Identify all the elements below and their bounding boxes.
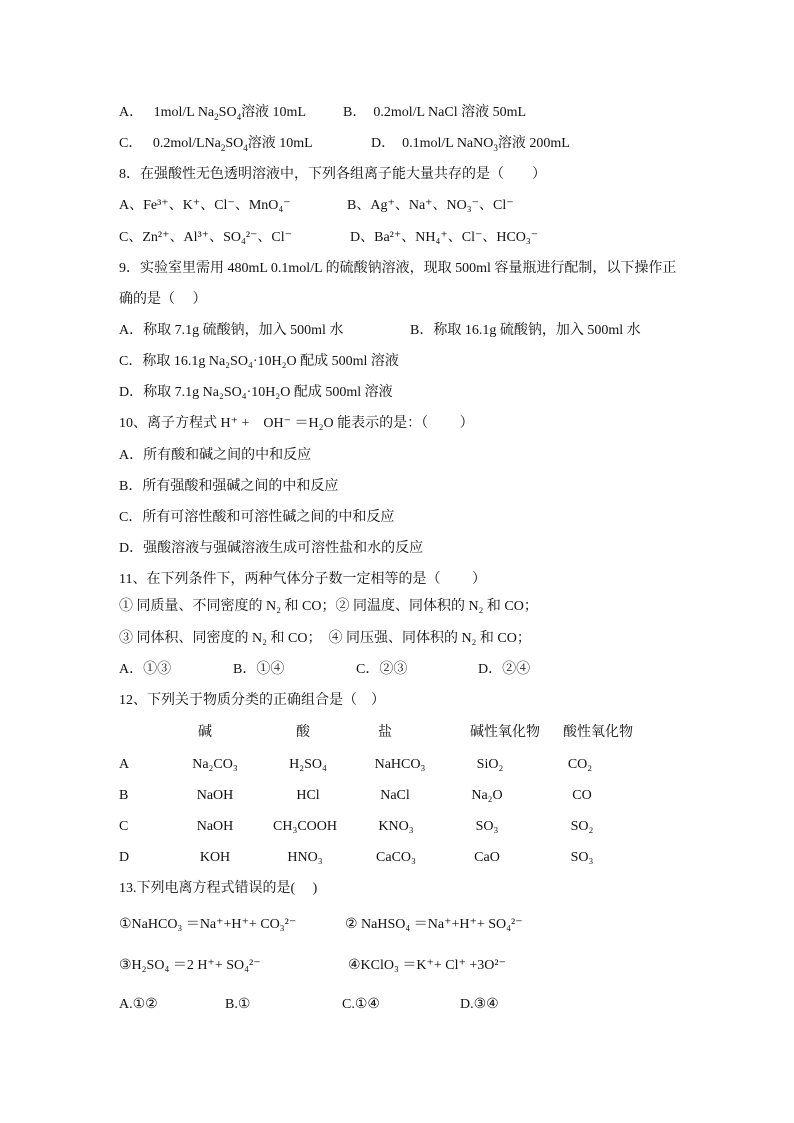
q12-cell: CaO bbox=[474, 850, 500, 865]
q7-option-b: B． 0.2mol/L NaCl 溶液 50mL bbox=[343, 105, 527, 120]
q10-option-b: B．所有强酸和强碱之间的中和反应 bbox=[119, 479, 339, 494]
q13-equation-2: ② NaHSO₄ ＝Na⁺+H⁺+ SO₄²⁻ bbox=[345, 917, 523, 932]
q13-equation-4: ④KClO₃ ＝K⁺+ Cl⁺ +3O²⁻ bbox=[348, 958, 506, 973]
q13-equation-3: ③H₂SO₄ ＝2 H⁺+ SO₄²⁻ bbox=[119, 958, 261, 973]
q12-cell: NaOH bbox=[196, 788, 234, 803]
q7-option-d: D． 0.1mol/L NaNO$_3$溶液 200mL bbox=[371, 136, 570, 153]
q12-row-label: D bbox=[119, 850, 130, 865]
q12-stem: 12、下列关于物质分类的正确组合是（ ） bbox=[119, 693, 385, 708]
q12-header-base: 碱 bbox=[198, 725, 212, 740]
q9-stem-line1: 9．实验室里需用 480mL 0.1mol/L 的硫酸钠溶液，现取 500ml 容量瓶进行配制，以下操作正 bbox=[119, 261, 677, 276]
q12-cell: NaOH bbox=[196, 819, 234, 834]
q9-option-c: C．称取 16.1g Na₂SO₄·10H₂O 配成 500ml 溶液 bbox=[119, 354, 399, 369]
q12-header-acidic-oxide: 酸性氧化物 bbox=[563, 725, 633, 740]
q12-header-basic-oxide: 碱性氧化物 bbox=[470, 725, 540, 740]
q7-option-a: A． 1mol/L $Na_2SO_4$溶液 10mL bbox=[119, 105, 307, 122]
q11-conditions-2: ③ 同体积、同密度的 N₂ 和 CO； ④ 同压强、同体积的 N₂ 和 CO； bbox=[119, 631, 531, 646]
q12-cell: Na₂CO₃ bbox=[192, 757, 238, 772]
q12-cell: CaCO₃ bbox=[376, 850, 416, 865]
q8-stem: 8．在强酸性无色透明溶液中，下列各组离子能大量共存的是（ ） bbox=[119, 167, 546, 182]
q12-cell: CH₃COOH bbox=[273, 819, 337, 834]
q12-cell: KNO₃ bbox=[378, 819, 414, 834]
q10-option-a: A．所有酸和碱之间的中和反应 bbox=[119, 448, 312, 463]
q9-option-b: B．称取 16.1g 硫酸钠，加入 500ml 水 bbox=[410, 323, 641, 338]
q12-cell: SiO₂ bbox=[476, 757, 504, 772]
q13-option-a: A.①② bbox=[119, 997, 158, 1012]
q11-option-b: B．①④ bbox=[233, 662, 285, 677]
q12-row-label: C bbox=[119, 819, 129, 834]
q12-cell: NaHCO₃ bbox=[374, 757, 426, 772]
q12-cell: CO₂ bbox=[567, 757, 593, 772]
q13-option-c: C.①④ bbox=[342, 997, 380, 1012]
q12-cell: SO₃ bbox=[475, 819, 499, 834]
q10-option-c: C．所有可溶性酸和可溶性碱之间的中和反应 bbox=[119, 510, 395, 525]
q9-option-d: D．称取 7.1g Na₂SO₄·10H₂O 配成 500ml 溶液 bbox=[119, 385, 393, 400]
q12-cell: KOH bbox=[199, 850, 231, 865]
q9-option-a: A．称取 7.1g 硫酸钠，加入 500ml 水 bbox=[119, 323, 344, 338]
q12-header-acid: 酸 bbox=[296, 725, 310, 740]
q8-option-a: A、Fe³⁺、K⁺、Cl⁻、MnO₄⁻ bbox=[119, 198, 291, 213]
q12-cell: NaCl bbox=[380, 788, 410, 803]
q9-stem-line2: 确的是（ ） bbox=[119, 292, 207, 307]
q12-cell: H₂SO₄ bbox=[289, 757, 327, 772]
q7-option-c: C． $0.2mol/LNa_2SO_4$溶液 10mL bbox=[119, 136, 313, 153]
q11-option-c: C．②③ bbox=[356, 662, 408, 677]
q12-cell: SO₃ bbox=[570, 850, 594, 865]
q12-header-salt: 盐 bbox=[378, 725, 392, 740]
q12-cell: SO₂ bbox=[570, 819, 594, 834]
q13-option-b: B.① bbox=[225, 997, 251, 1012]
q12-cell: HNO₃ bbox=[287, 850, 323, 865]
q13-equation-1: ①NaHCO₃ ＝Na⁺+H⁺+ CO₃²⁻ bbox=[119, 917, 297, 932]
q12-row-label: A bbox=[119, 757, 130, 772]
q12-cell: CO bbox=[572, 788, 592, 803]
q11-option-d: D．②④ bbox=[478, 662, 531, 677]
q8-option-c: C、Zn²⁺、Al³⁺、SO₄²⁻、Cl⁻ bbox=[119, 230, 293, 245]
q12-row-label: B bbox=[119, 788, 129, 803]
q10-option-d: D．强酸溶液与强碱溶液生成可溶性盐和水的反应 bbox=[119, 541, 424, 556]
q12-cell: Na₂O bbox=[471, 788, 503, 803]
q11-option-a: A．①③ bbox=[119, 662, 172, 677]
q8-option-d: D、Ba²⁺、NH₄⁺、Cl⁻、HCO₃⁻ bbox=[350, 230, 539, 245]
q11-stem: 11、在下列条件下，两种气体分子数一定相等的是（ ） bbox=[119, 572, 486, 587]
q8-option-b: B、Ag⁺、Na⁺、NO₃⁻、Cl⁻ bbox=[347, 198, 514, 213]
q12-cell: HCl bbox=[296, 788, 320, 803]
q11-conditions-1: ① 同质量、不同密度的 N₂ 和 CO；② 同温度、同体积的 N₂ 和 CO； bbox=[119, 599, 538, 614]
q13-option-d: D.③④ bbox=[460, 997, 499, 1012]
q10-stem: 10、离子方程式 H⁺ + OH⁻ ＝H₂O 能表示的是：（ ） bbox=[119, 416, 474, 431]
q13-stem: 13.下列电离方程式错误的是( ) bbox=[119, 881, 318, 896]
